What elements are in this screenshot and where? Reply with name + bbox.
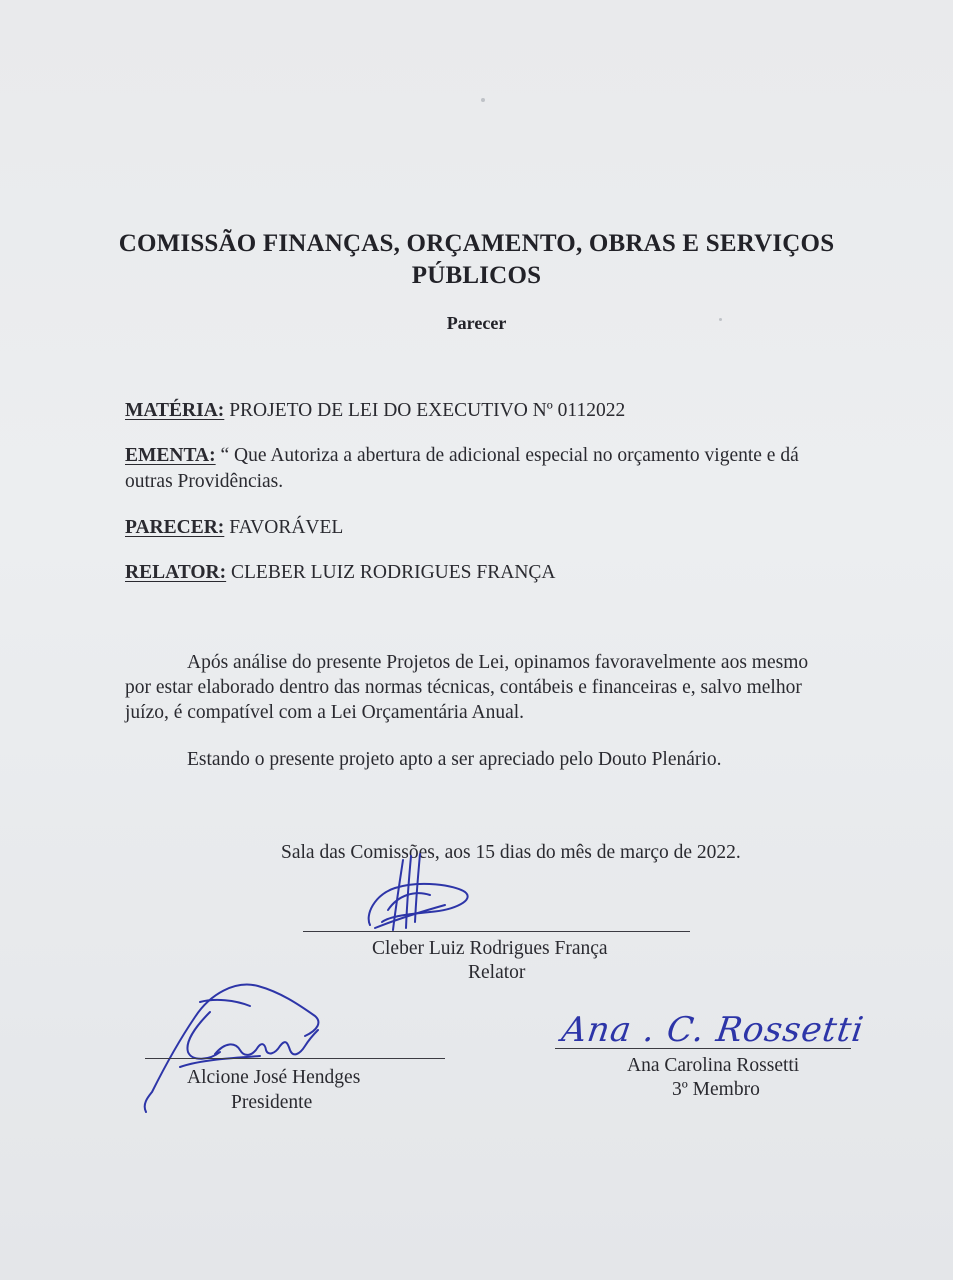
paragraph-1-line3: juízo, é compatível com a Lei Orçamentária Anual. — [125, 702, 525, 723]
relator-value: CLEBER LUIZ RODRIGUES FRANÇA — [226, 562, 556, 583]
place-and-date: Sala das Comissões, aos 15 dias do mês de março de 2022. — [281, 842, 741, 863]
relator-signature-icon — [360, 850, 480, 935]
paragraph-1-line2: por estar elaborado dentro das normas técnicas, contábeis e financeiras e, salvo melhor — [125, 677, 802, 698]
parecer-label: PARECER: — [125, 517, 225, 538]
materia-label: MATÉRIA: — [125, 400, 225, 421]
paragraph-1-line1: Após análise do presente Projetos de Lei, opinamos favoravelmente aos mesmo — [187, 652, 809, 673]
document-title-line2: PÚBLICOS — [411, 262, 542, 289]
relator-signature-line — [303, 931, 690, 932]
parecer-field — [125, 517, 343, 539]
ementa-label: EMENTA: — [125, 445, 216, 466]
membro-name: Ana Carolina Rossetti — [627, 1055, 800, 1076]
paragraph-2: Estando o presente projeto apto a ser apreciado pelo Douto Plenário. — [187, 749, 722, 770]
relator-field — [125, 562, 556, 584]
membro-handwritten-signature: Ana . C. Rossetti — [559, 1010, 867, 1050]
presidente-role: Presidente — [231, 1092, 313, 1113]
membro-role: 3º Membro — [672, 1079, 760, 1100]
parecer-value: FAVORÁVEL — [224, 517, 344, 538]
relator-role: Relator — [468, 962, 526, 983]
ementa-field — [125, 445, 799, 467]
paper-speck — [481, 98, 485, 102]
presidente-signature-line — [145, 1058, 445, 1059]
ementa-value-line1: “ Que Autoriza a abertura de adicional especial no orçamento vigente e dá — [215, 445, 799, 466]
ementa-value-line2: outras Providências. — [125, 471, 284, 492]
materia-field — [125, 400, 625, 422]
document-subtitle: Parecer — [446, 313, 507, 333]
relator-name: Cleber Luiz Rodrigues França — [372, 938, 608, 959]
document-title-line1: COMISSÃO FINANÇAS, ORÇAMENTO, OBRAS E SERVIÇOS — [118, 230, 835, 257]
presidente-name: Alcione José Hendges — [187, 1067, 361, 1088]
materia-value: PROJETO DE LEI DO EXECUTIVO Nº 0112022 — [224, 400, 626, 421]
relator-label: RELATOR: — [125, 562, 227, 583]
